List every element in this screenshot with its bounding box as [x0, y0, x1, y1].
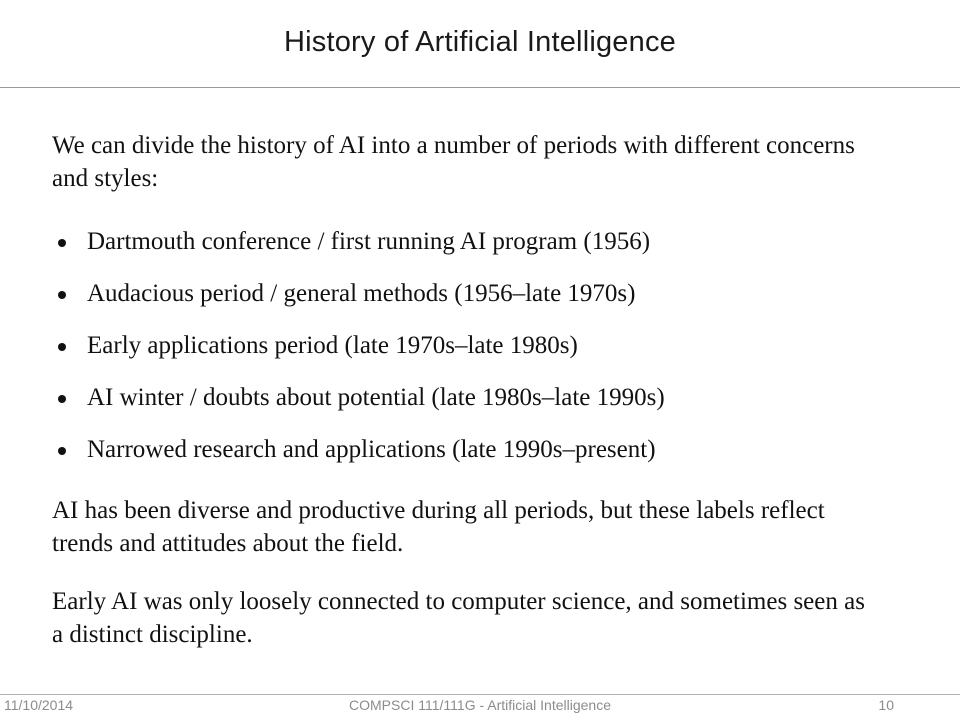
footer-divider: [0, 694, 960, 695]
list-item-text: AI winter / doubts about potential (late 1980s–late 1990s): [87, 384, 665, 411]
bullet-dot-icon: [58, 447, 66, 455]
page-number: 10: [878, 697, 894, 713]
list-item: [56, 224, 906, 276]
list-item-text: Narrowed research and applications (late 1990s–present): [87, 436, 656, 463]
list-item-text: Audacious period / general methods (1956–late 1970s): [87, 280, 636, 307]
bullet-dot-icon: [58, 291, 66, 299]
list-item: [56, 328, 906, 380]
diversity-paragraph: AI has been diverse and productive during all periods, but these labels reflect trends and attitudes about the field.: [52, 497, 825, 557]
list-item: [56, 276, 906, 328]
list-item: [56, 432, 906, 484]
list-item-text: Early applications period (late 1970s–late 1980s): [87, 332, 578, 359]
list-item: [56, 380, 906, 432]
period-list: [56, 224, 906, 484]
intro-paragraph: We can divide the history of AI into a number of periods with different concerns and styles:: [52, 132, 855, 192]
early-ai-paragraph: Early AI was only loosely connected to computer science, and sometimes seen as a distinct discipline.: [52, 588, 865, 648]
bullet-dot-icon: [58, 343, 66, 351]
bullet-dot-icon: [58, 239, 66, 247]
title-divider: [0, 87, 960, 88]
slide-title: History of Artificial Intelligence: [283, 26, 676, 58]
footer-course-title: COMPSCI 111/111G - Artificial Intelligence: [349, 697, 611, 713]
footer-date: 11/10/2014: [4, 697, 74, 713]
list-item-text: Dartmouth conference / first running AI program (1956): [87, 228, 651, 255]
bullet-dot-icon: [58, 395, 66, 403]
